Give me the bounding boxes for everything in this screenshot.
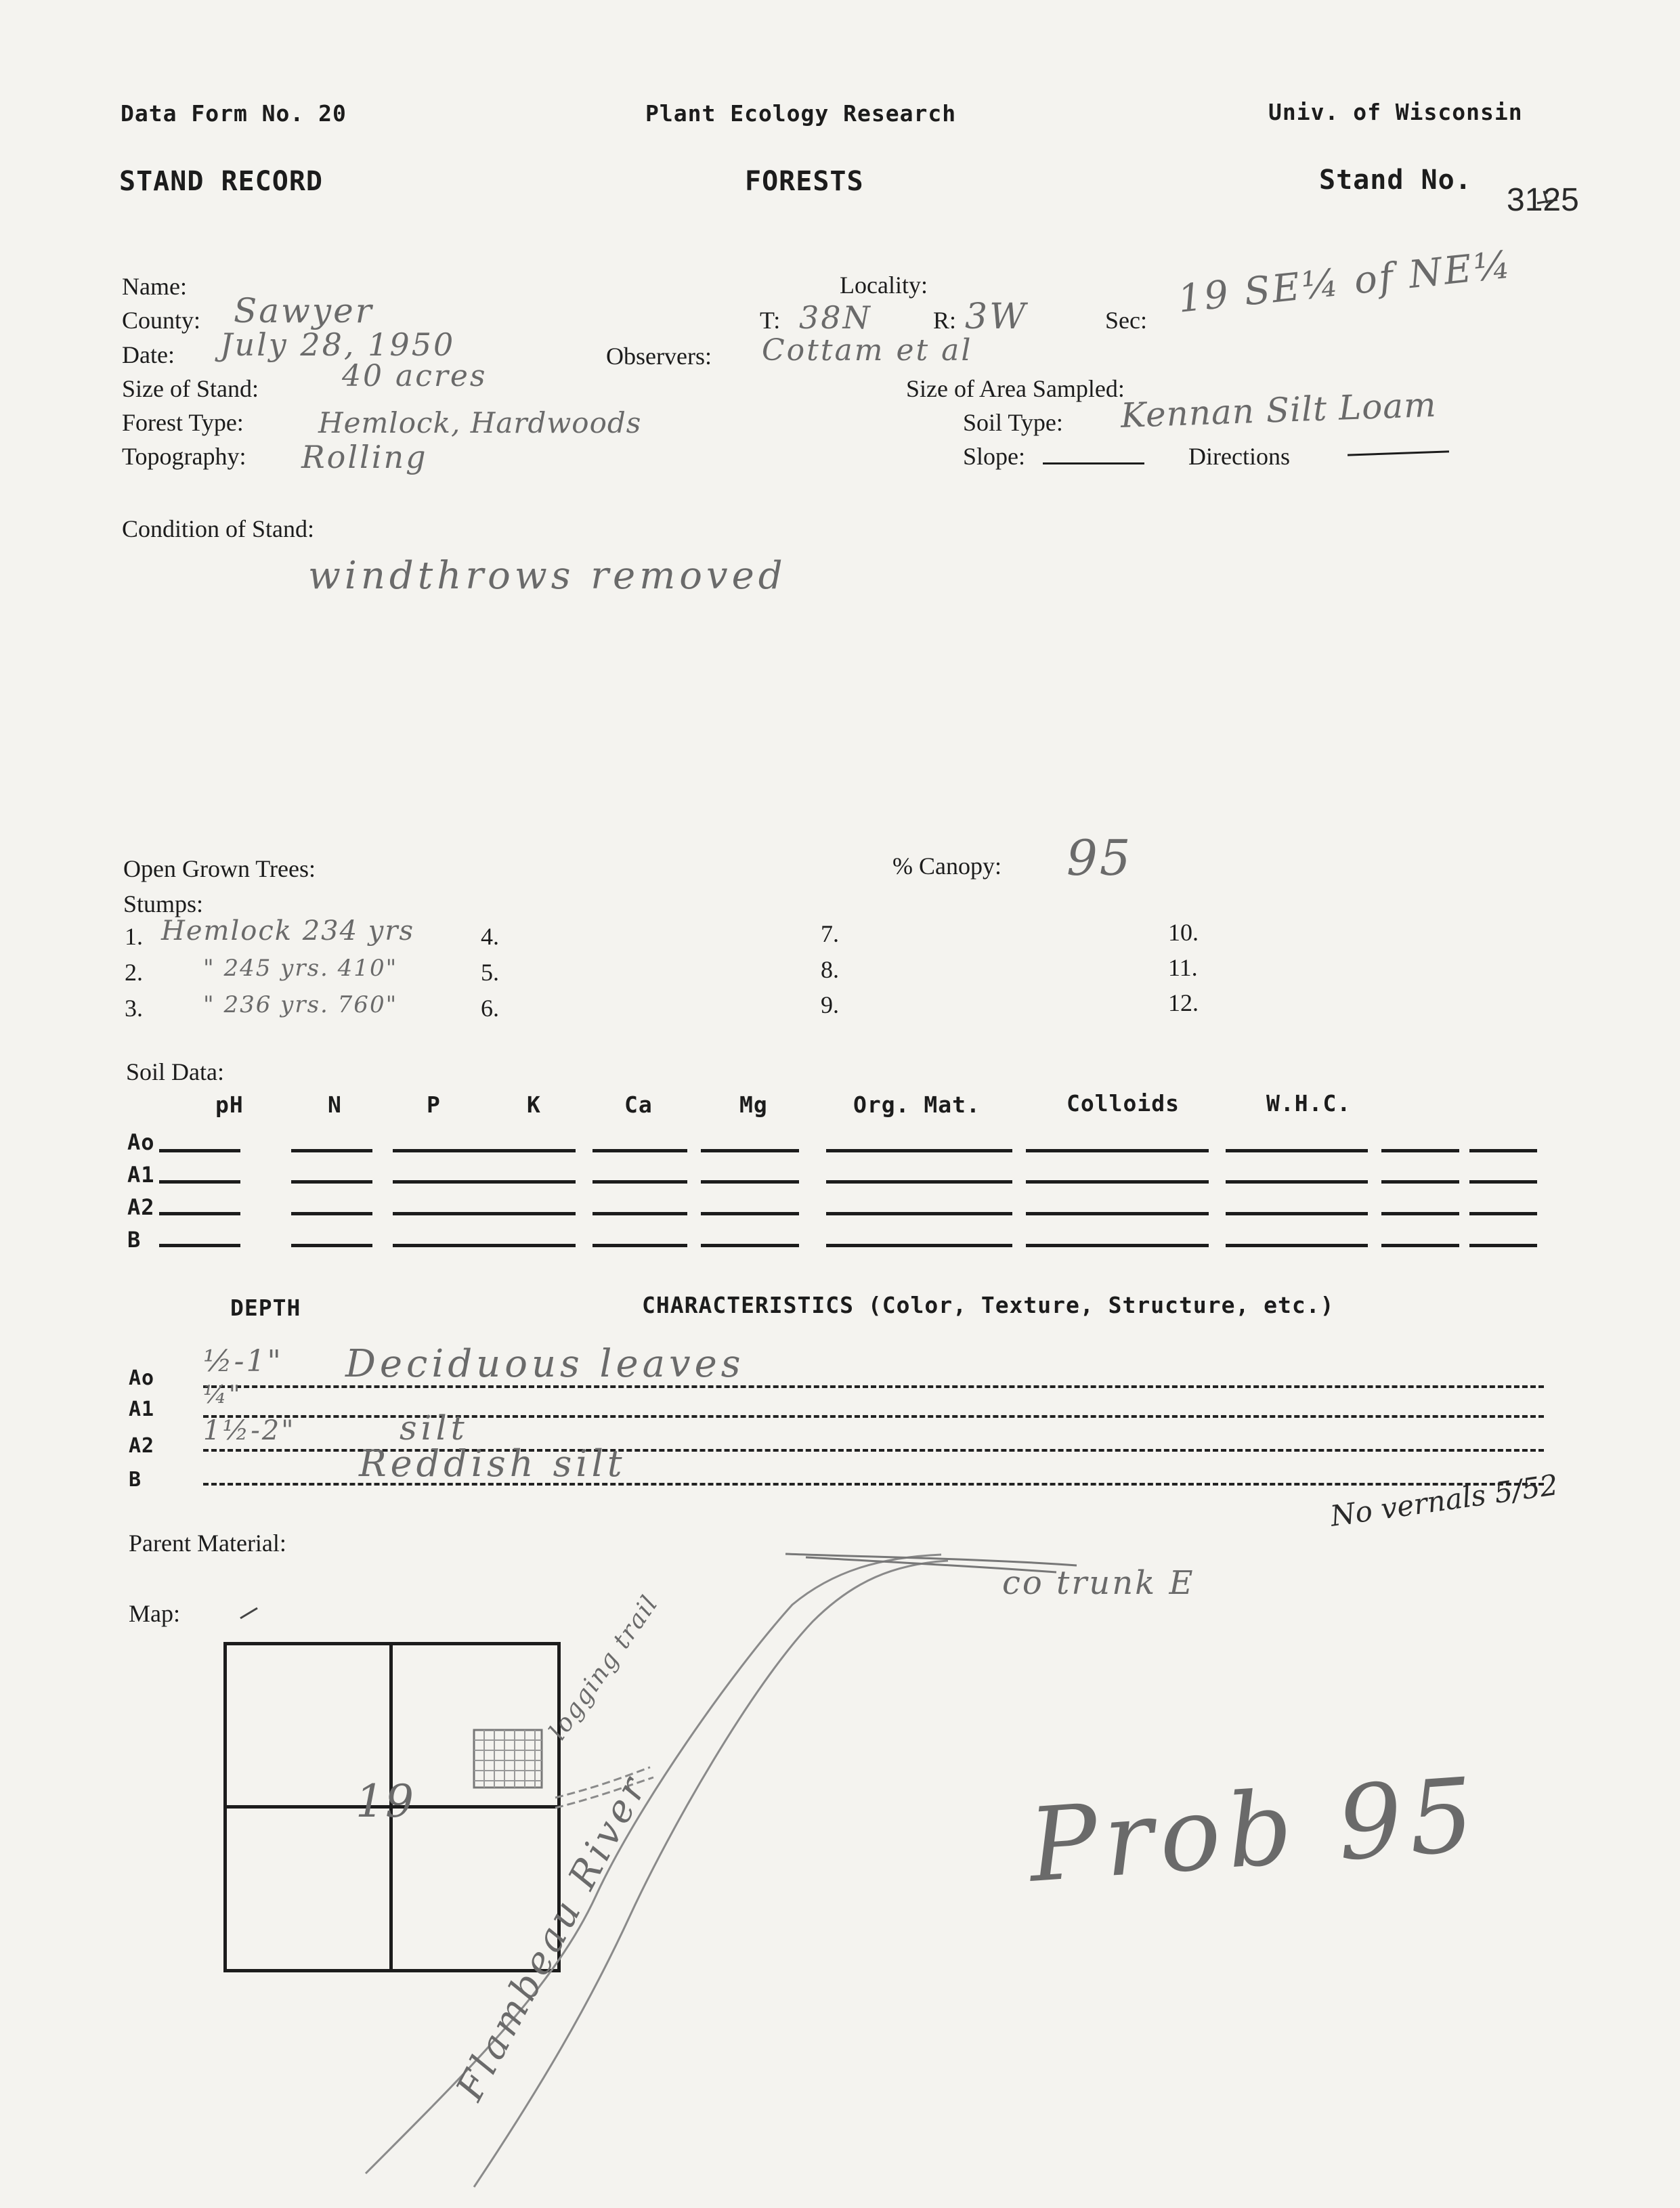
prob-note: Prob 95: [1025, 1756, 1484, 1905]
township-label: T:: [760, 307, 781, 334]
canopy-label: % Canopy:: [892, 852, 1001, 880]
condition-label: Condition of Stand:: [122, 515, 315, 542]
horizon-label: Ao: [129, 1366, 155, 1390]
depth-header: DEPTH: [230, 1295, 301, 1321]
observers-label: Observers:: [606, 343, 712, 370]
logging-trail-label: logging trail: [544, 1590, 664, 1746]
soil-type-value: Kennan Silt Loam: [1119, 385, 1438, 435]
horizon-label: A2: [129, 1434, 155, 1458]
university: Univ. of Wisconsin: [1268, 99, 1523, 125]
size-of-stand-label: Size of Stand:: [122, 375, 259, 402]
trunk-note: co trunk E: [1002, 1564, 1195, 1602]
slope-label: Slope:: [963, 443, 1026, 470]
stump-number: 4.: [481, 923, 499, 950]
form-number: Data Form No. 20: [121, 100, 347, 127]
record-title: STAND RECORD: [119, 166, 323, 197]
stump-number: 11.: [1168, 954, 1198, 981]
soil-row-label: A2: [127, 1194, 155, 1220]
canopy-value: 95: [1067, 829, 1133, 886]
stand-no-label: Stand No.: [1319, 165, 1472, 196]
forest-type-value: Hemlock, Hardwoods: [318, 406, 642, 439]
condition-value: windthrows removed: [308, 554, 787, 598]
horizon-characteristics: Deciduous leaves: [345, 1342, 745, 1386]
section-number: 19: [356, 1775, 415, 1827]
stump-number: 3.: [125, 995, 143, 1022]
open-grown-label: Open Grown Trees:: [123, 855, 316, 882]
date-value: July 28, 1950: [220, 326, 456, 363]
soil-row-label: B: [127, 1227, 142, 1253]
stump-number: 9.: [821, 991, 839, 1018]
stumps-label: Stumps:: [123, 890, 204, 917]
section-label: Sec:: [1105, 307, 1147, 334]
horizon-label: B: [129, 1468, 142, 1492]
county-label: County:: [122, 307, 201, 334]
topography-label: Topography:: [122, 443, 246, 470]
soil-data-label: Soil Data:: [126, 1058, 224, 1085]
name-label: Name:: [122, 273, 187, 300]
organization: Plant Ecology Research: [645, 100, 957, 127]
section-value: 19 SE¼ of NE¼: [1176, 242, 1515, 322]
soil-column-header: P: [427, 1091, 441, 1118]
stump-number: 5.: [481, 959, 499, 986]
characteristics-header: CHARACTERISTICS (Color, Texture, Structure, etc.): [642, 1292, 1335, 1318]
stump-number: 2.: [125, 959, 143, 986]
topography-value: Rolling: [301, 439, 428, 475]
soil-column-header: K: [527, 1091, 541, 1118]
size-of-stand-value: 40 acres: [342, 359, 488, 393]
stump-number: 12.: [1168, 989, 1199, 1016]
range-label: R:: [933, 307, 957, 334]
stump-number: 7.: [821, 920, 839, 947]
stump-number: 6.: [481, 995, 499, 1022]
stand-no-value: 3125: [1507, 182, 1579, 218]
stump-entry: Hemlock 234 yrs: [161, 915, 415, 947]
soil-column-header: Mg: [739, 1091, 768, 1118]
soil-column-header: Ca: [624, 1091, 653, 1118]
soil-column-header: W.H.C.: [1266, 1090, 1352, 1117]
date-label: Date:: [122, 341, 175, 368]
stump-number: 8.: [821, 956, 839, 983]
stump-number: 1.: [125, 923, 143, 950]
horizon-label: A1: [129, 1398, 155, 1421]
vernal-note: No vernals 5/52: [1328, 1468, 1560, 1533]
horizon-characteristics: Reddish silt: [359, 1442, 626, 1485]
horizon-characteristics: silt: [400, 1408, 469, 1448]
horizon-depth: 1½-2": [203, 1415, 296, 1446]
soil-column-header: N: [328, 1091, 342, 1118]
stump-entry: " 236 yrs. 760": [203, 991, 398, 1018]
category-title: FORESTS: [745, 166, 864, 197]
soil-column-header: Org. Mat.: [853, 1091, 981, 1118]
observers-value: Cottam et al: [762, 333, 973, 368]
soil-row-label: A1: [127, 1162, 155, 1188]
parent-material-label: Parent Material:: [129, 1530, 286, 1557]
river-label: Flambeau River: [448, 1767, 657, 2108]
size-of-area-label: Size of Area Sampled:: [906, 375, 1125, 402]
township-value: 38N: [799, 299, 872, 336]
directions-label: Directions: [1188, 443, 1290, 470]
map-label: Map:: [129, 1600, 180, 1627]
stump-number: 10.: [1168, 919, 1199, 946]
soil-row-label: Ao: [127, 1129, 155, 1155]
horizon-depth: ½-1": [203, 1344, 283, 1379]
soil-column-header: pH: [215, 1091, 244, 1118]
forest-type-label: Forest Type:: [122, 409, 244, 436]
stump-entry: " 245 yrs. 410": [203, 955, 398, 982]
locality-label: Locality:: [840, 272, 928, 299]
soil-type-label: Soil Type:: [963, 409, 1063, 436]
range-value: 3W: [965, 297, 1028, 337]
soil-column-header: Colloids: [1067, 1090, 1180, 1117]
horizon-depth: ¼": [203, 1381, 242, 1409]
county-value: Sawyer: [234, 291, 374, 330]
